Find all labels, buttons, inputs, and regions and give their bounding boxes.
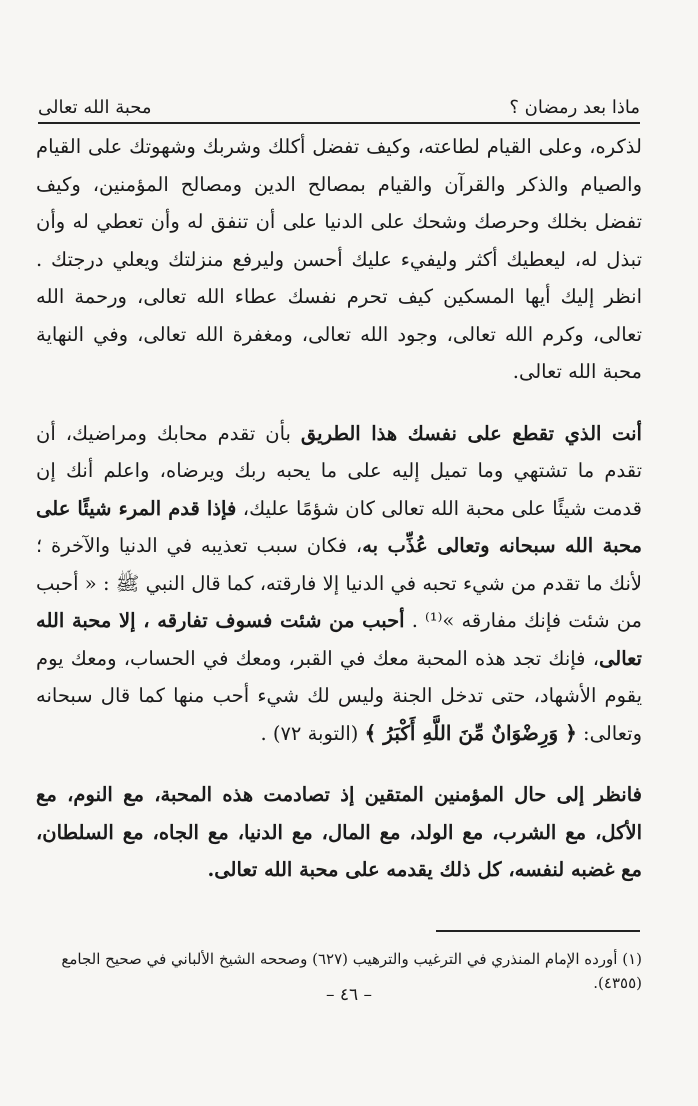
page-number: – ٤٦ – — [325, 985, 373, 1005]
footnote-marker: ⁽¹⁾ — [425, 609, 443, 632]
quran-verse: ﴿ وَرِضْوَانٌ مِّنَ اللَّهِ أَكْبَرُ ﴾ — [364, 720, 577, 745]
header-divider — [38, 122, 640, 124]
footnote: (١) أورده الإمام المنذري في الترغيب والترهيب (٦٢٧) وصححه الشيخ الألباني في صحيح الجامع (٤٣٥٥). — [61, 950, 642, 992]
paragraph-1: لذكره، وعلى القيام لطاعته، وكيف تفضل أكلك وشربك وشهوتك على القيام والصيام والذكر والقرآن والقيام بمصالح الدين ومصالح المؤمنين، وكيف تفضل بخلك وحرصك وشحك على الدنيا على أن تنفق له وأن تعطي له وأن تبذل له، ليعطيك أكثر وليفيء عليك أحسن وليرفع منزلتك ويعلي درجتك . انظر إليك أيها المسكين كيف تحرم نفسك عطاء الله تعالى، ورحمة الله تعالى، وكرم الله تعالى، وجود الله تعالى، ومغفرة الله تعالى، وفي النهاية محبة الله تعالى. — [36, 135, 642, 383]
book-title-header: ماذا بعد رمضان ؟ — [509, 97, 640, 118]
paragraph-2-text-b: ، فكان سبب تعذيبه في الدنيا والآخرة ؛ لأنك ما تقدم من شيء تحبه في الدنيا إلا فارقته، كما قال النبي ﷺ : « أحبب من شئت فإنك مفارقه » — [36, 534, 642, 632]
paragraph-2-text-d: ، فإنك تجد هذه المحبة معك في القبر، ومعك في الحساب، ومعك يوم يقوم الأشهاد، حتى تدخل الجنة وليس لك شيء أحب منها كما قال سبحانه وتعالى: — [36, 646, 642, 745]
footnote-divider — [436, 930, 640, 932]
chapter-title-header: محبة الله تعالى — [38, 97, 152, 118]
paragraph-2-text-a: بأن تقدم محابك ومراضيك، أن تقدم ما تشتهي وما تميل إليه على ما يحبه ربك ويرضاه، واعلم أنك إن قدمت شيئًا على محبة الله تعالى كان شؤمًا عليك، — [36, 421, 642, 520]
paragraph-2-text-c: . — [404, 609, 425, 632]
emphasis-phrase-1: أنت الذي تقطع على نفسك هذا الطريق — [300, 421, 642, 445]
running-header — [38, 86, 640, 118]
emphasis-phrase-3: أحبب من شئت فسوف تفارقه ، إلا محبة الله تعالى — [36, 609, 642, 670]
emphasis-phrase-2: فإذا قدم المرء شيئًا على محبة الله سبحانه وتعالى عُذِّب به — [36, 496, 642, 557]
paragraph-2 — [36, 415, 642, 753]
paragraph-3: فانظر إلى حال المؤمنين المتقين إذ تصادمت هذه المحبة، مع النوم، مع الأكل، مع الشرب، مع الولد، مع المال، مع الدنيا، مع الجاه، مع السلطان، مع غضبه لنفسه، كل ذلك يقدمه على محبة الله تعالى. — [36, 783, 642, 881]
verse-reference: (التوبة ٧٢) . — [260, 721, 365, 745]
body-text — [36, 128, 642, 889]
